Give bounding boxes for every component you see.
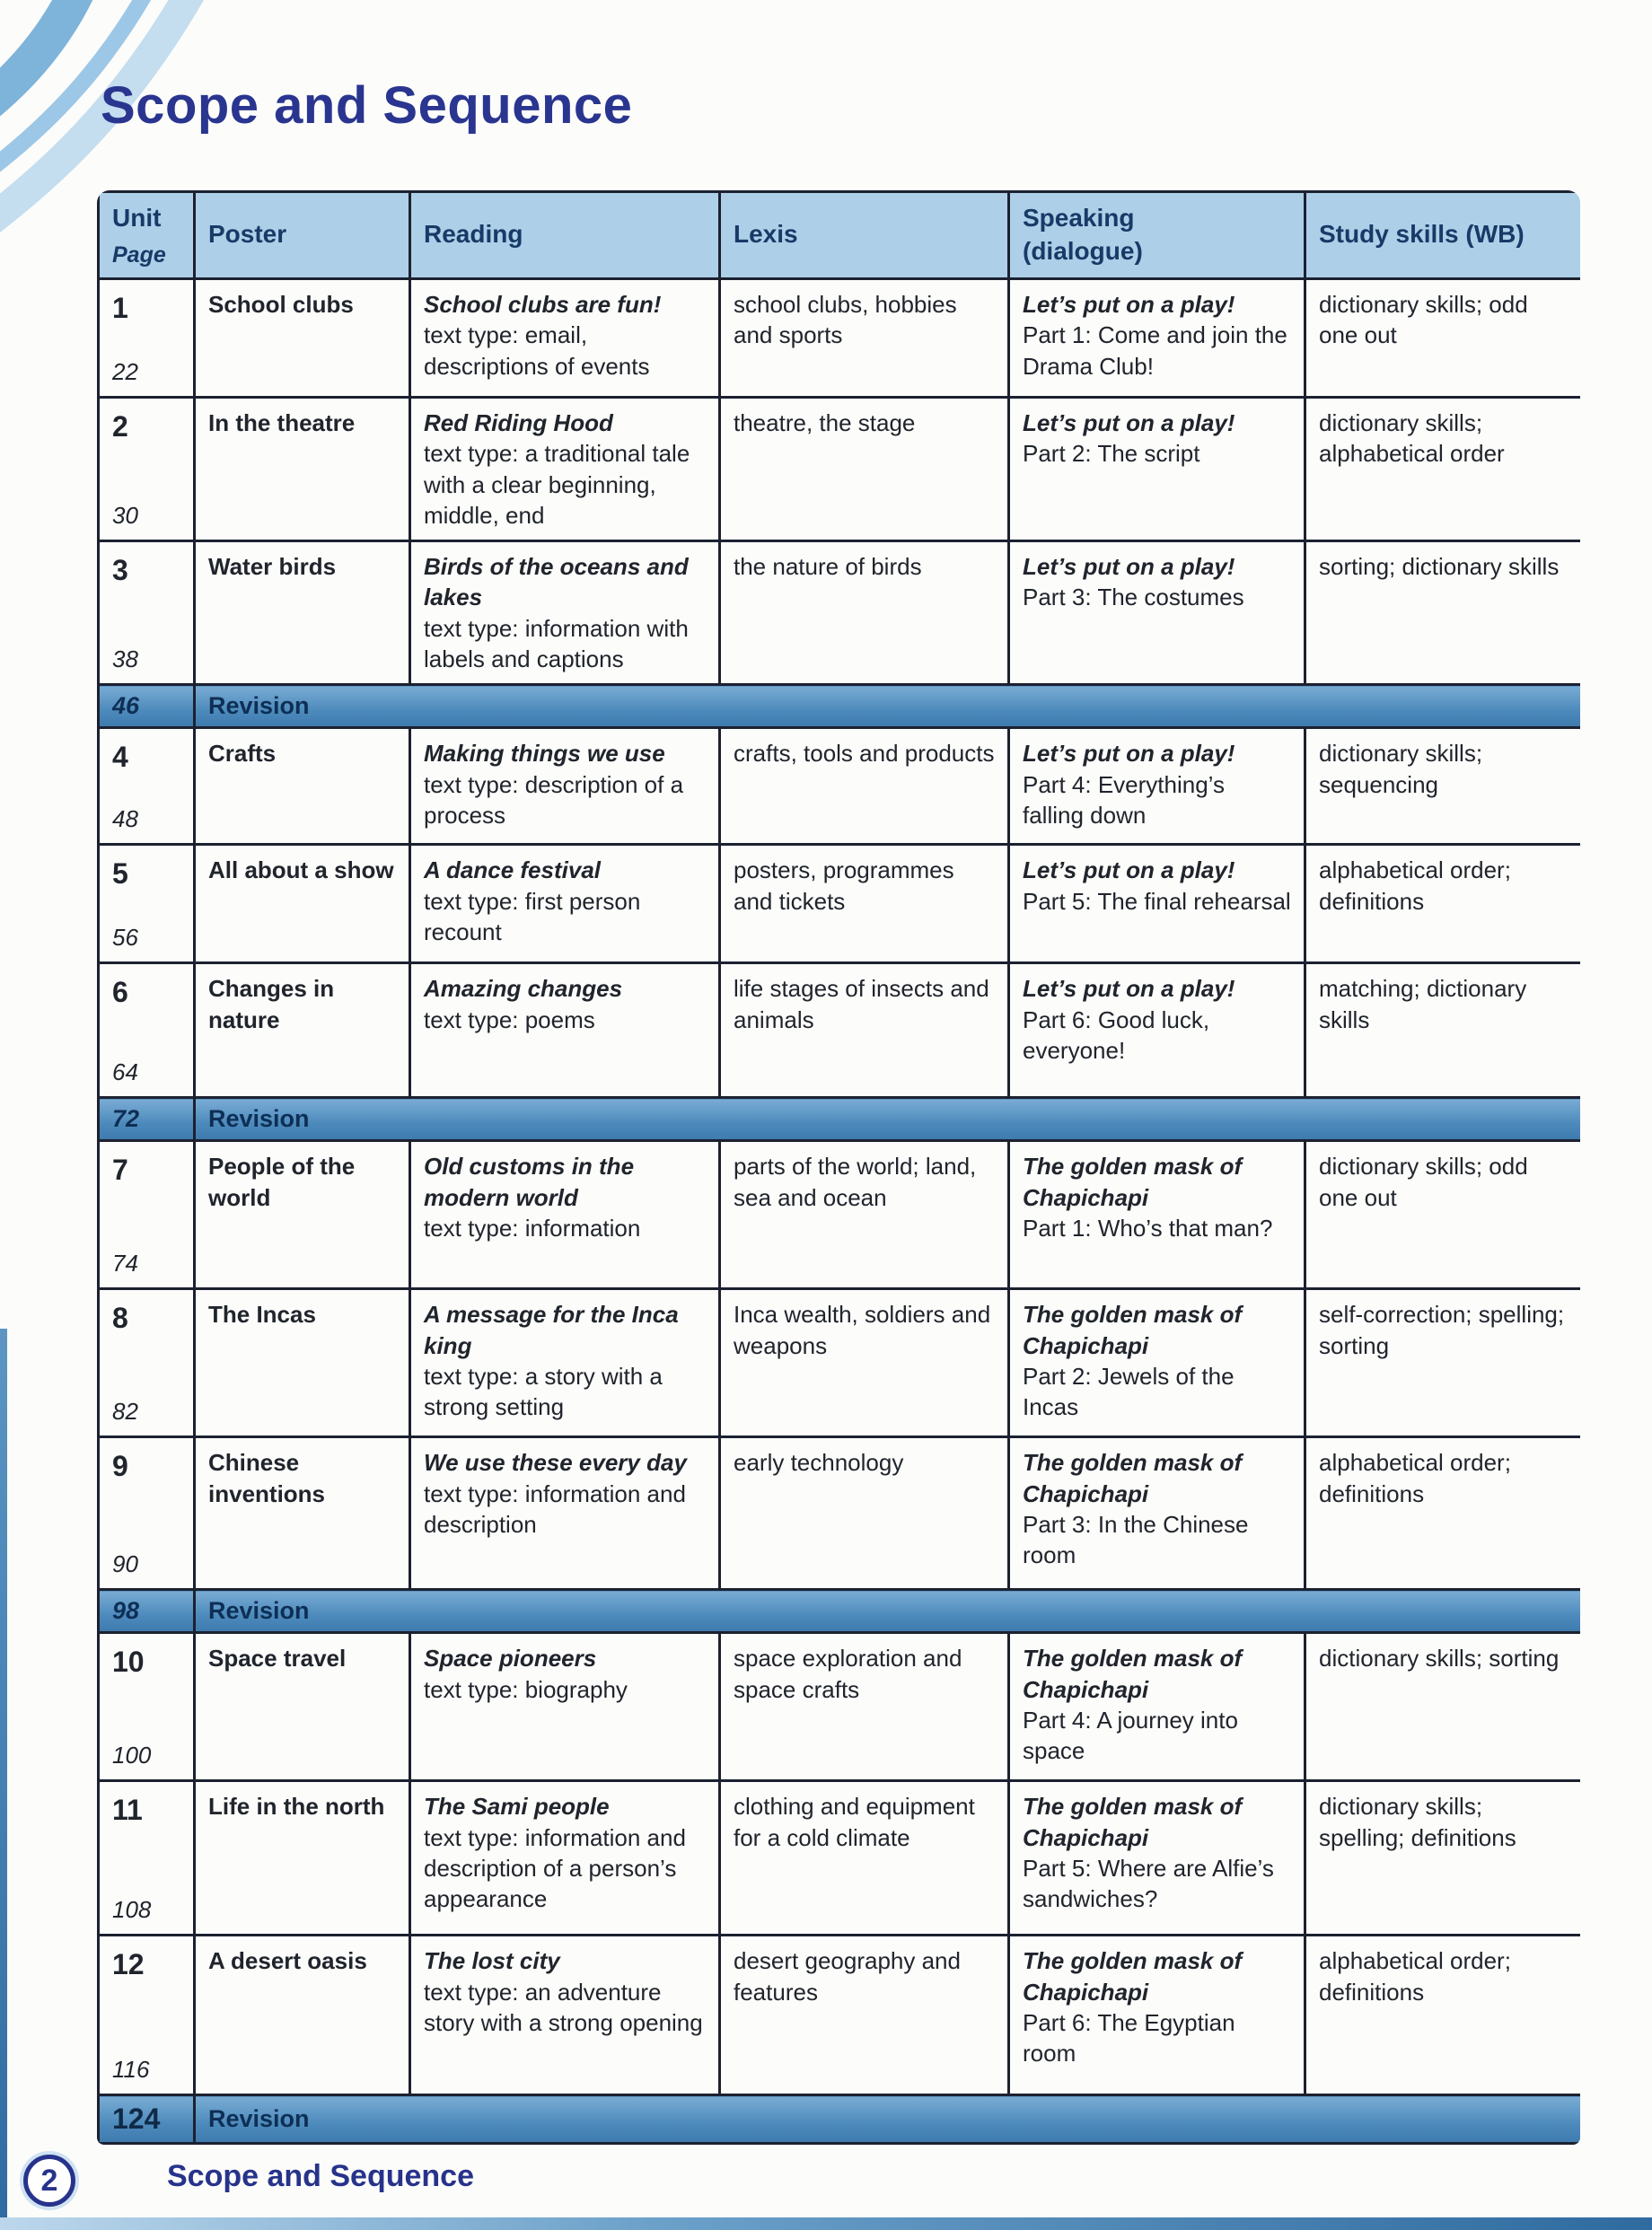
reading-cell: [410, 397, 720, 540]
speaking-title: The golden mask of Chapichapi: [1023, 1153, 1243, 1211]
speaking-title: The golden mask of Chapichapi: [1023, 1449, 1243, 1507]
study-skills-text: alphabetical order; definitions: [1319, 1449, 1511, 1507]
col-header-study-label: Study skills (WB): [1319, 220, 1525, 249]
study-skills-cell: [1305, 728, 1581, 845]
speaking-title: Let’s put on a play!: [1023, 975, 1235, 1003]
footer-page-number: 2: [40, 2163, 58, 2198]
reading-cell: [410, 845, 720, 963]
lexis-cell: [720, 1437, 1009, 1590]
speaking-text: Part 2: The script: [1023, 440, 1200, 468]
unit-cell: [99, 1781, 195, 1936]
study-skills-text: alphabetical order; definitions: [1319, 856, 1511, 915]
left-edge-bar-decoration: [0, 1329, 7, 2230]
revision-row: [99, 2095, 1581, 2143]
speaking-cell: [1009, 397, 1305, 540]
reading-cell: [410, 278, 720, 397]
revision-label-cell: [195, 1098, 1581, 1141]
lexis-text: school clubs, hobbies and sports: [734, 290, 957, 349]
table-row: [99, 728, 1581, 845]
revision-page-cell: [99, 1098, 195, 1141]
reading-text: text type: a story with a strong setting: [424, 1363, 663, 1421]
speaking-cell: [1009, 845, 1305, 963]
poster-cell: [195, 728, 410, 845]
poster-text: Chinese inventions: [208, 1449, 326, 1507]
col-header-speaking-sub-label: (dialogue): [1023, 236, 1143, 265]
revision-label: Revision: [208, 1597, 310, 1625]
revision-page-number: 72: [112, 1105, 140, 1133]
reading-cell: [410, 1781, 720, 1936]
revision-label-cell: [195, 2095, 1581, 2143]
page-title: Scope and Sequence: [101, 76, 633, 135]
reading-title: Amazing changes: [424, 975, 623, 1003]
revision-label: Revision: [208, 1105, 310, 1133]
poster-text: People of the world: [208, 1153, 356, 1211]
reading-cell: [410, 1633, 720, 1781]
speaking-text: Part 2: Jewels of the Incas: [1023, 1363, 1235, 1421]
study-skills-cell: [1305, 963, 1581, 1098]
reading-cell: [410, 1289, 720, 1437]
study-skills-text: dictionary skills; odd one out: [1319, 290, 1528, 349]
unit-cell: [99, 728, 195, 845]
speaking-cell: [1009, 1781, 1305, 1936]
revision-row: [99, 1590, 1581, 1633]
unit-number: 9: [112, 1450, 128, 1483]
bottom-edge-bar-decoration: [0, 2217, 1652, 2230]
reading-text: text type: email, descriptions of events: [424, 321, 650, 380]
speaking-title: The golden mask of Chapichapi: [1023, 1793, 1243, 1851]
lexis-text: posters, programmes and tickets: [734, 856, 954, 915]
revision-page-number: 98: [112, 1597, 140, 1625]
unit-page-number: 116: [112, 2056, 150, 2084]
poster-cell: [195, 397, 410, 540]
poster-cell: [195, 1437, 410, 1590]
lexis-cell: [720, 1781, 1009, 1936]
poster-cell: [195, 1289, 410, 1437]
speaking-title: Let’s put on a play!: [1023, 740, 1235, 768]
reading-text: text type: description of a process: [424, 770, 684, 830]
col-header-speaking-label: Speaking: [1023, 204, 1135, 232]
speaking-cell: [1009, 541, 1305, 685]
footer-section-label: Scope and Sequence: [167, 2159, 474, 2193]
col-header-poster-label: Poster: [208, 220, 287, 249]
speaking-text: Part 5: The final rehearsal: [1023, 887, 1291, 915]
unit-page-number: 64: [112, 1058, 138, 1086]
speaking-cell: [1009, 278, 1305, 397]
speaking-text: Part 4: Everything’s falling down: [1023, 770, 1225, 830]
reading-text: text type: poems: [424, 1005, 595, 1033]
poster-text: Life in the north: [208, 1793, 385, 1821]
lexis-text: theatre, the stage: [734, 408, 916, 436]
poster-text: In the theatre: [208, 408, 356, 436]
speaking-text: Part 5: Where are Alfie’s sandwiches?: [1023, 1855, 1274, 1913]
unit-number: 1: [112, 291, 128, 324]
poster-cell: [195, 1781, 410, 1936]
unit-number: 11: [112, 1794, 143, 1827]
study-skills-text: matching; dictionary skills: [1319, 975, 1527, 1033]
lexis-cell: [720, 963, 1009, 1098]
col-header-page-label: Page: [112, 241, 166, 268]
revision-label-cell: [195, 1590, 1581, 1633]
reading-text: text type: information: [424, 1215, 641, 1242]
unit-number: 3: [112, 554, 128, 587]
poster-cell: [195, 1936, 410, 2095]
study-skills-cell: [1305, 1936, 1581, 2095]
unit-cell: [99, 541, 195, 685]
lexis-cell: [720, 397, 1009, 540]
unit-page-number: 74: [112, 1250, 138, 1277]
table-row: [99, 845, 1581, 963]
speaking-cell: [1009, 728, 1305, 845]
poster-cell: [195, 845, 410, 963]
speaking-cell: [1009, 1141, 1305, 1289]
unit-number: 10: [112, 1646, 145, 1679]
lexis-text: clothing and equipment for a cold climate: [734, 1793, 975, 1851]
reading-text: text type: biography: [424, 1675, 628, 1703]
study-skills-text: self-correction; spelling; sorting: [1319, 1301, 1565, 1359]
study-skills-cell: [1305, 397, 1581, 540]
speaking-text: Part 6: The Egyptian room: [1023, 2009, 1235, 2068]
revision-page-cell: [99, 2095, 195, 2143]
unit-page-number: 22: [112, 357, 138, 385]
table-row: [99, 963, 1581, 1098]
col-header-poster: [195, 192, 410, 279]
footer-page-number-badge: [23, 2155, 75, 2207]
lexis-text: space exploration and space crafts: [734, 1645, 962, 1703]
unit-cell: [99, 1437, 195, 1590]
speaking-title: Let’s put on a play!: [1023, 553, 1235, 581]
study-skills-text: sorting; dictionary skills: [1319, 553, 1560, 581]
lexis-cell: [720, 541, 1009, 685]
lexis-text: the nature of birds: [734, 553, 922, 581]
unit-page-number: 56: [112, 924, 138, 952]
table-row: [99, 1437, 1581, 1590]
reading-title: School clubs are fun!: [424, 290, 662, 318]
col-header-speaking: [1009, 192, 1305, 279]
lexis-text: Inca wealth, soldiers and weapons: [734, 1301, 991, 1359]
reading-cell: [410, 728, 720, 845]
study-skills-cell: [1305, 541, 1581, 685]
study-skills-cell: [1305, 278, 1581, 397]
poster-text: School clubs: [208, 290, 354, 318]
unit-number: 6: [112, 976, 128, 1009]
reading-text: text type: an adventure story with a strong opening: [424, 1978, 703, 2037]
speaking-cell: [1009, 1936, 1305, 2095]
speaking-title: Let’s put on a play!: [1023, 856, 1235, 884]
table-row: [99, 1289, 1581, 1437]
lexis-text: crafts, tools and products: [734, 740, 995, 768]
poster-cell: [195, 1141, 410, 1289]
unit-page-number: 82: [112, 1398, 138, 1426]
col-header-reading: [410, 192, 720, 279]
speaking-text: Part 3: The costumes: [1023, 584, 1244, 611]
lexis-cell: [720, 1289, 1009, 1437]
col-header-study: [1305, 192, 1581, 279]
speaking-cell: [1009, 1289, 1305, 1437]
poster-cell: [195, 1633, 410, 1781]
study-skills-cell: [1305, 1437, 1581, 1590]
table-row: [99, 1781, 1581, 1936]
col-header-unit-label: Unit: [112, 204, 162, 232]
table-row: [99, 1141, 1581, 1289]
scope-sequence-table: [97, 190, 1580, 2145]
col-header-unit-page: [99, 192, 195, 279]
table-row: [99, 541, 1581, 685]
table-row: [99, 278, 1581, 397]
col-header-lexis-label: Lexis: [734, 220, 798, 249]
study-skills-text: dictionary skills; sequencing: [1319, 740, 1483, 798]
unit-cell: [99, 1936, 195, 2095]
study-skills-text: dictionary skills; alphabetical order: [1319, 408, 1505, 468]
study-skills-text: dictionary skills; spelling; definitions: [1319, 1793, 1516, 1851]
reading-cell: [410, 1437, 720, 1590]
table-row: [99, 1936, 1581, 2095]
reading-title: A dance festival: [424, 856, 602, 884]
unit-number: 7: [112, 1154, 128, 1187]
reading-title: Birds of the oceans and lakes: [424, 553, 689, 611]
unit-page-number: 108: [112, 1896, 152, 1924]
study-skills-text: alphabetical order; definitions: [1319, 1947, 1511, 2006]
poster-text: The Incas: [208, 1301, 316, 1329]
unit-cell: [99, 397, 195, 540]
lexis-text: early technology: [734, 1449, 904, 1477]
lexis-cell: [720, 728, 1009, 845]
col-header-reading-label: Reading: [424, 220, 523, 249]
lexis-text: parts of the world; land, sea and ocean: [734, 1153, 977, 1211]
lexis-cell: [720, 278, 1009, 397]
poster-cell: [195, 541, 410, 685]
study-skills-cell: [1305, 1781, 1581, 1936]
poster-text: Space travel: [208, 1645, 347, 1672]
study-skills-text: dictionary skills; odd one out: [1319, 1153, 1528, 1211]
unit-page-number: 48: [112, 805, 138, 833]
unit-cell: [99, 963, 195, 1098]
reading-title: Old customs in the modern world: [424, 1153, 635, 1211]
revision-label-cell: [195, 685, 1581, 728]
reading-text: text type: information with labels and captions: [424, 614, 689, 673]
unit-cell: [99, 845, 195, 963]
speaking-text: Part 3: In the Chinese room: [1023, 1511, 1249, 1569]
revision-label: Revision: [208, 2104, 310, 2132]
unit-cell: [99, 1633, 195, 1781]
speaking-text: Part 1: Come and join the Drama Club!: [1023, 321, 1287, 380]
reading-cell: [410, 963, 720, 1098]
unit-number: 5: [112, 857, 128, 891]
reading-title: Red Riding Hood: [424, 408, 613, 436]
poster-text: All about a show: [208, 856, 394, 884]
reading-title: Space pioneers: [424, 1645, 597, 1672]
speaking-cell: [1009, 963, 1305, 1098]
study-skills-cell: [1305, 1141, 1581, 1289]
revision-row: [99, 1098, 1581, 1141]
reading-title: The lost city: [424, 1947, 560, 1975]
unit-cell: [99, 1141, 195, 1289]
reading-text: text type: information and description: [424, 1479, 686, 1539]
table-row: [99, 1633, 1581, 1781]
reading-title: Making things we use: [424, 740, 665, 768]
speaking-title: The golden mask of Chapichapi: [1023, 1947, 1243, 2006]
speaking-text: Part 1: Who’s that man?: [1023, 1215, 1273, 1242]
reading-text: text type: a traditional tale with a clear beginning, middle, end: [424, 440, 690, 529]
speaking-text: Part 6: Good luck, everyone!: [1023, 1005, 1210, 1065]
reading-title: The Sami people: [424, 1793, 610, 1821]
reading-cell: [410, 1936, 720, 2095]
speaking-title: Let’s put on a play!: [1023, 408, 1235, 436]
unit-cell: [99, 278, 195, 397]
reading-title: We use these every day: [424, 1449, 687, 1477]
speaking-title: The golden mask of Chapichapi: [1023, 1645, 1243, 1703]
revision-row: [99, 685, 1581, 728]
speaking-title: Let’s put on a play!: [1023, 290, 1235, 318]
reading-text: text type: information and description of a person’s appearance: [424, 1823, 686, 1913]
col-header-lexis: [720, 192, 1009, 279]
speaking-title: The golden mask of Chapichapi: [1023, 1301, 1243, 1359]
unit-cell: [99, 1289, 195, 1437]
lexis-text: desert geography and features: [734, 1947, 961, 2006]
reading-cell: [410, 541, 720, 685]
lexis-cell: [720, 845, 1009, 963]
study-skills-cell: [1305, 1633, 1581, 1781]
lexis-cell: [720, 1936, 1009, 2095]
unit-page-number: 30: [112, 501, 138, 529]
poster-cell: [195, 278, 410, 397]
revision-page-number: 46: [112, 692, 140, 720]
reading-text: text type: first person recount: [424, 887, 641, 946]
lexis-text: life stages of insects and animals: [734, 975, 989, 1033]
unit-number: 12: [112, 1948, 145, 1981]
unit-number: 4: [112, 741, 128, 774]
study-skills-text: dictionary skills; sorting: [1319, 1645, 1560, 1672]
table-header-row: [99, 192, 1581, 279]
study-skills-cell: [1305, 1289, 1581, 1437]
unit-number: 2: [112, 409, 128, 443]
unit-page-number: 38: [112, 645, 138, 673]
poster-text: Changes in nature: [208, 975, 335, 1033]
poster-cell: [195, 963, 410, 1098]
lexis-cell: [720, 1141, 1009, 1289]
revision-label: Revision: [208, 692, 310, 720]
speaking-cell: [1009, 1633, 1305, 1781]
reading-cell: [410, 1141, 720, 1289]
revision-page-cell: [99, 685, 195, 728]
unit-page-number: 90: [112, 1550, 138, 1578]
poster-text: Crafts: [208, 740, 277, 768]
speaking-text: Part 4: A journey into space: [1023, 1707, 1238, 1765]
table-row: [99, 397, 1581, 540]
revision-page-cell: [99, 1590, 195, 1633]
poster-text: A desert oasis: [208, 1947, 367, 1975]
lexis-cell: [720, 1633, 1009, 1781]
unit-number: 8: [112, 1302, 128, 1335]
revision-page-number: 124: [112, 2103, 161, 2136]
unit-page-number: 100: [112, 1742, 152, 1769]
reading-title: A message for the Inca king: [424, 1301, 679, 1359]
study-skills-cell: [1305, 845, 1581, 963]
speaking-cell: [1009, 1437, 1305, 1590]
poster-text: Water birds: [208, 553, 337, 581]
